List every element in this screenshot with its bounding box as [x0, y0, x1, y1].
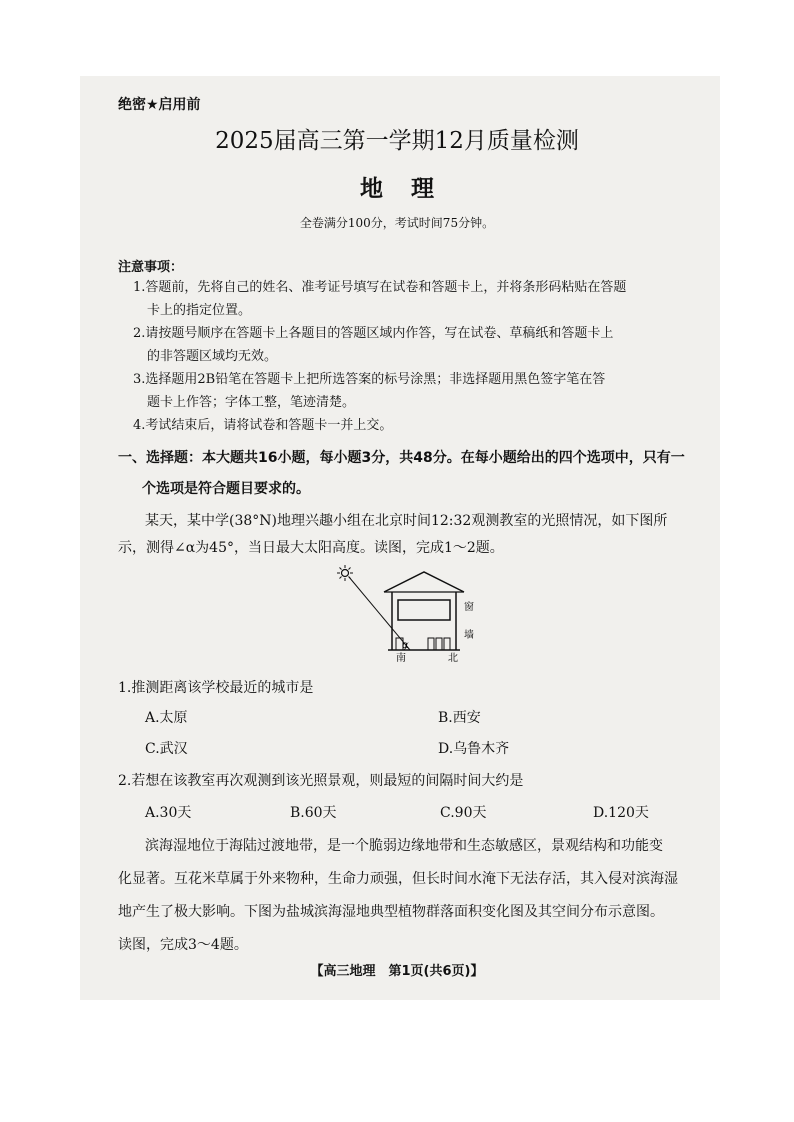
- score-info: 全卷满分100分，考试时间75分钟。: [299, 216, 495, 230]
- passage2-line4: 读图，完成3～4题。: [118, 937, 248, 953]
- notice-item-1: 1.答题前，先将自己的姓名、准考证号填写在试卷和答题卡上，并将条形码粘贴在答题: [133, 280, 627, 295]
- exam-title: 2025届高三第一学期12月质量检测: [215, 128, 579, 154]
- question-1-option-a: A.太原: [145, 710, 188, 726]
- notice-item-4: 4.考试结束后，请将试卷和答题卡一并上交。: [133, 418, 393, 433]
- section-heading-line1: 一、选择题：本大题共16小题，每小题3分，共48分。在每小题给出的四个选项中，只有一: [118, 450, 685, 466]
- blackboard: [398, 600, 450, 620]
- diagram-svg: [332, 562, 492, 662]
- north-label: 北: [448, 653, 458, 662]
- alpha-label: α: [402, 640, 409, 651]
- passage2-line1: 滨海湿地位于海陆过渡地带，是一个脆弱边缘地带和生态敏感区，景观结构和功能变: [145, 838, 663, 854]
- question-1-option-b: B.西安: [438, 710, 481, 726]
- passage2-line3: 地产生了极大影响。下图为盐城滨海湿地典型植物群落面积变化图及其空间分布示意图。: [118, 904, 664, 920]
- question-1-option-d: D.乌鲁木齐: [438, 741, 510, 757]
- window-label: 窗: [464, 602, 474, 613]
- subject-title: 地理: [360, 176, 462, 202]
- question-2-stem: 2.若想在该教室再次观测到该光照景观，则最短的间隔时间大约是: [118, 773, 524, 789]
- south-label: 南: [396, 653, 406, 662]
- notice-item-3-cont: 题卡上作答；字体工整，笔迹清楚。: [147, 395, 356, 410]
- sun-ray: [349, 577, 410, 650]
- notice-item-3: 3.选择题用2B铅笔在答题卡上把所选答案的标号涂黑；非选择题用黑色签字笔在答: [133, 372, 606, 387]
- passage1-line1: 某天，某中学(38°N)地理兴趣小组在北京时间12:32观测教室的光照情况，如下图所: [145, 513, 668, 529]
- passage2-line2: 化显著。互花米草属于外来物种，生命力顽强，但长时间水淹下无法存活，其入侵对滨海湿: [118, 871, 678, 887]
- notice-item-2: 2.请按题号顺序在答题卡上各题目的答题区域内作答，写在试卷、草稿纸和答题卡上: [133, 326, 614, 341]
- section-heading-line2: 个选项是符合题目要求的。: [142, 481, 310, 497]
- question-2-option-c: C.90天: [440, 805, 487, 821]
- question-1-option-c: C.武汉: [145, 741, 188, 757]
- page-footer: 【高三地理 第1页(共6页)】: [310, 964, 484, 979]
- wall-label: 墙: [464, 630, 474, 641]
- notice-item-1-cont: 卡上的指定位置。: [147, 303, 252, 318]
- notice-item-2-cont: 的非答题区域均无效。: [147, 349, 278, 364]
- question-1-stem: 1.推测距离该学校最近的城市是: [118, 680, 314, 696]
- secret-mark: 绝密★启用前: [118, 97, 201, 113]
- notice-heading: 注意事项：: [118, 260, 184, 275]
- question-2-option-a: A.30天: [145, 805, 192, 821]
- passage1-line2: 示，测得∠α为45°，当日最大太阳高度。读图，完成1～2题。: [118, 540, 504, 556]
- roof: [384, 572, 464, 592]
- question-2-option-b: B.60天: [290, 805, 337, 821]
- question-2-option-d: D.120天: [593, 805, 649, 821]
- classroom-sunlight-diagram: [332, 562, 492, 662]
